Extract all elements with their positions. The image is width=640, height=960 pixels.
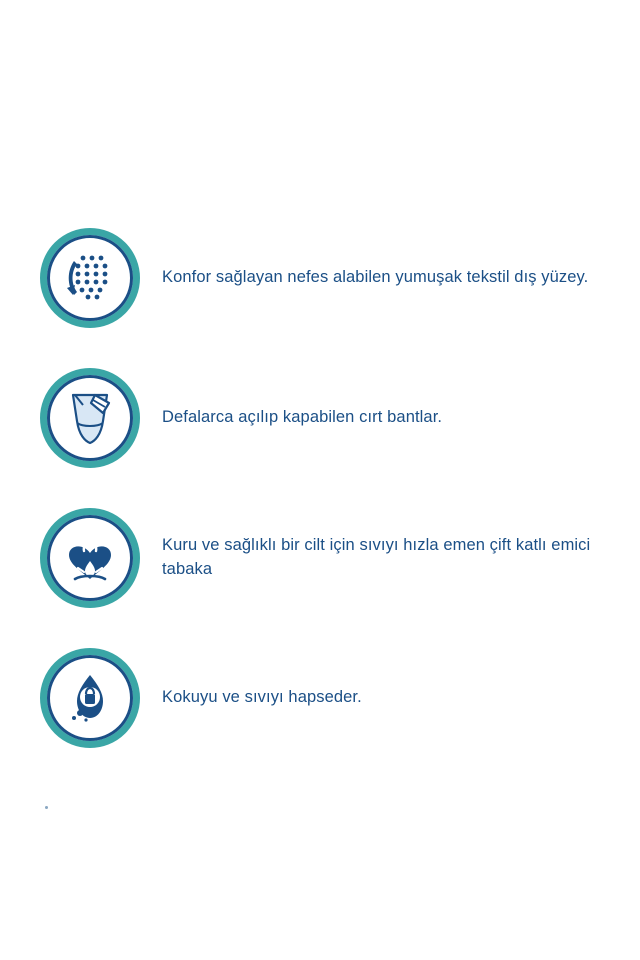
decorative-dot (45, 806, 48, 809)
feature-item-label: Defalarca açılıp kapabilen cırt bantlar. (162, 408, 443, 427)
badge-inner-ring (47, 515, 133, 601)
feature-item-odor-lock (0, 648, 640, 748)
feature-item-label: Kuru ve sağlıklı bir cilt için sıvıyı hızla emen çift katlı emici tabaka (162, 536, 591, 578)
feature-item-label: Kokuyu ve sıvıyı hapseder. (162, 688, 362, 707)
badge-inner-ring (47, 375, 133, 461)
feature-item-label: Konfor sağlayan nefes alabilen yumuşak tekstil dış yüzey. (162, 268, 589, 287)
resealable-tape-icon (40, 368, 140, 468)
feature-item-resealable-tape (0, 368, 640, 468)
badge-inner-ring (47, 655, 133, 741)
breathable-textile-icon (40, 228, 140, 328)
odor-lock-icon (40, 648, 140, 748)
badge-inner-ring (47, 235, 133, 321)
feature-item-absorbent-layer (0, 508, 640, 608)
feature-list (0, 228, 640, 788)
absorbent-layer-heart-icon (40, 508, 140, 608)
feature-item-breathable-textile (0, 228, 640, 328)
